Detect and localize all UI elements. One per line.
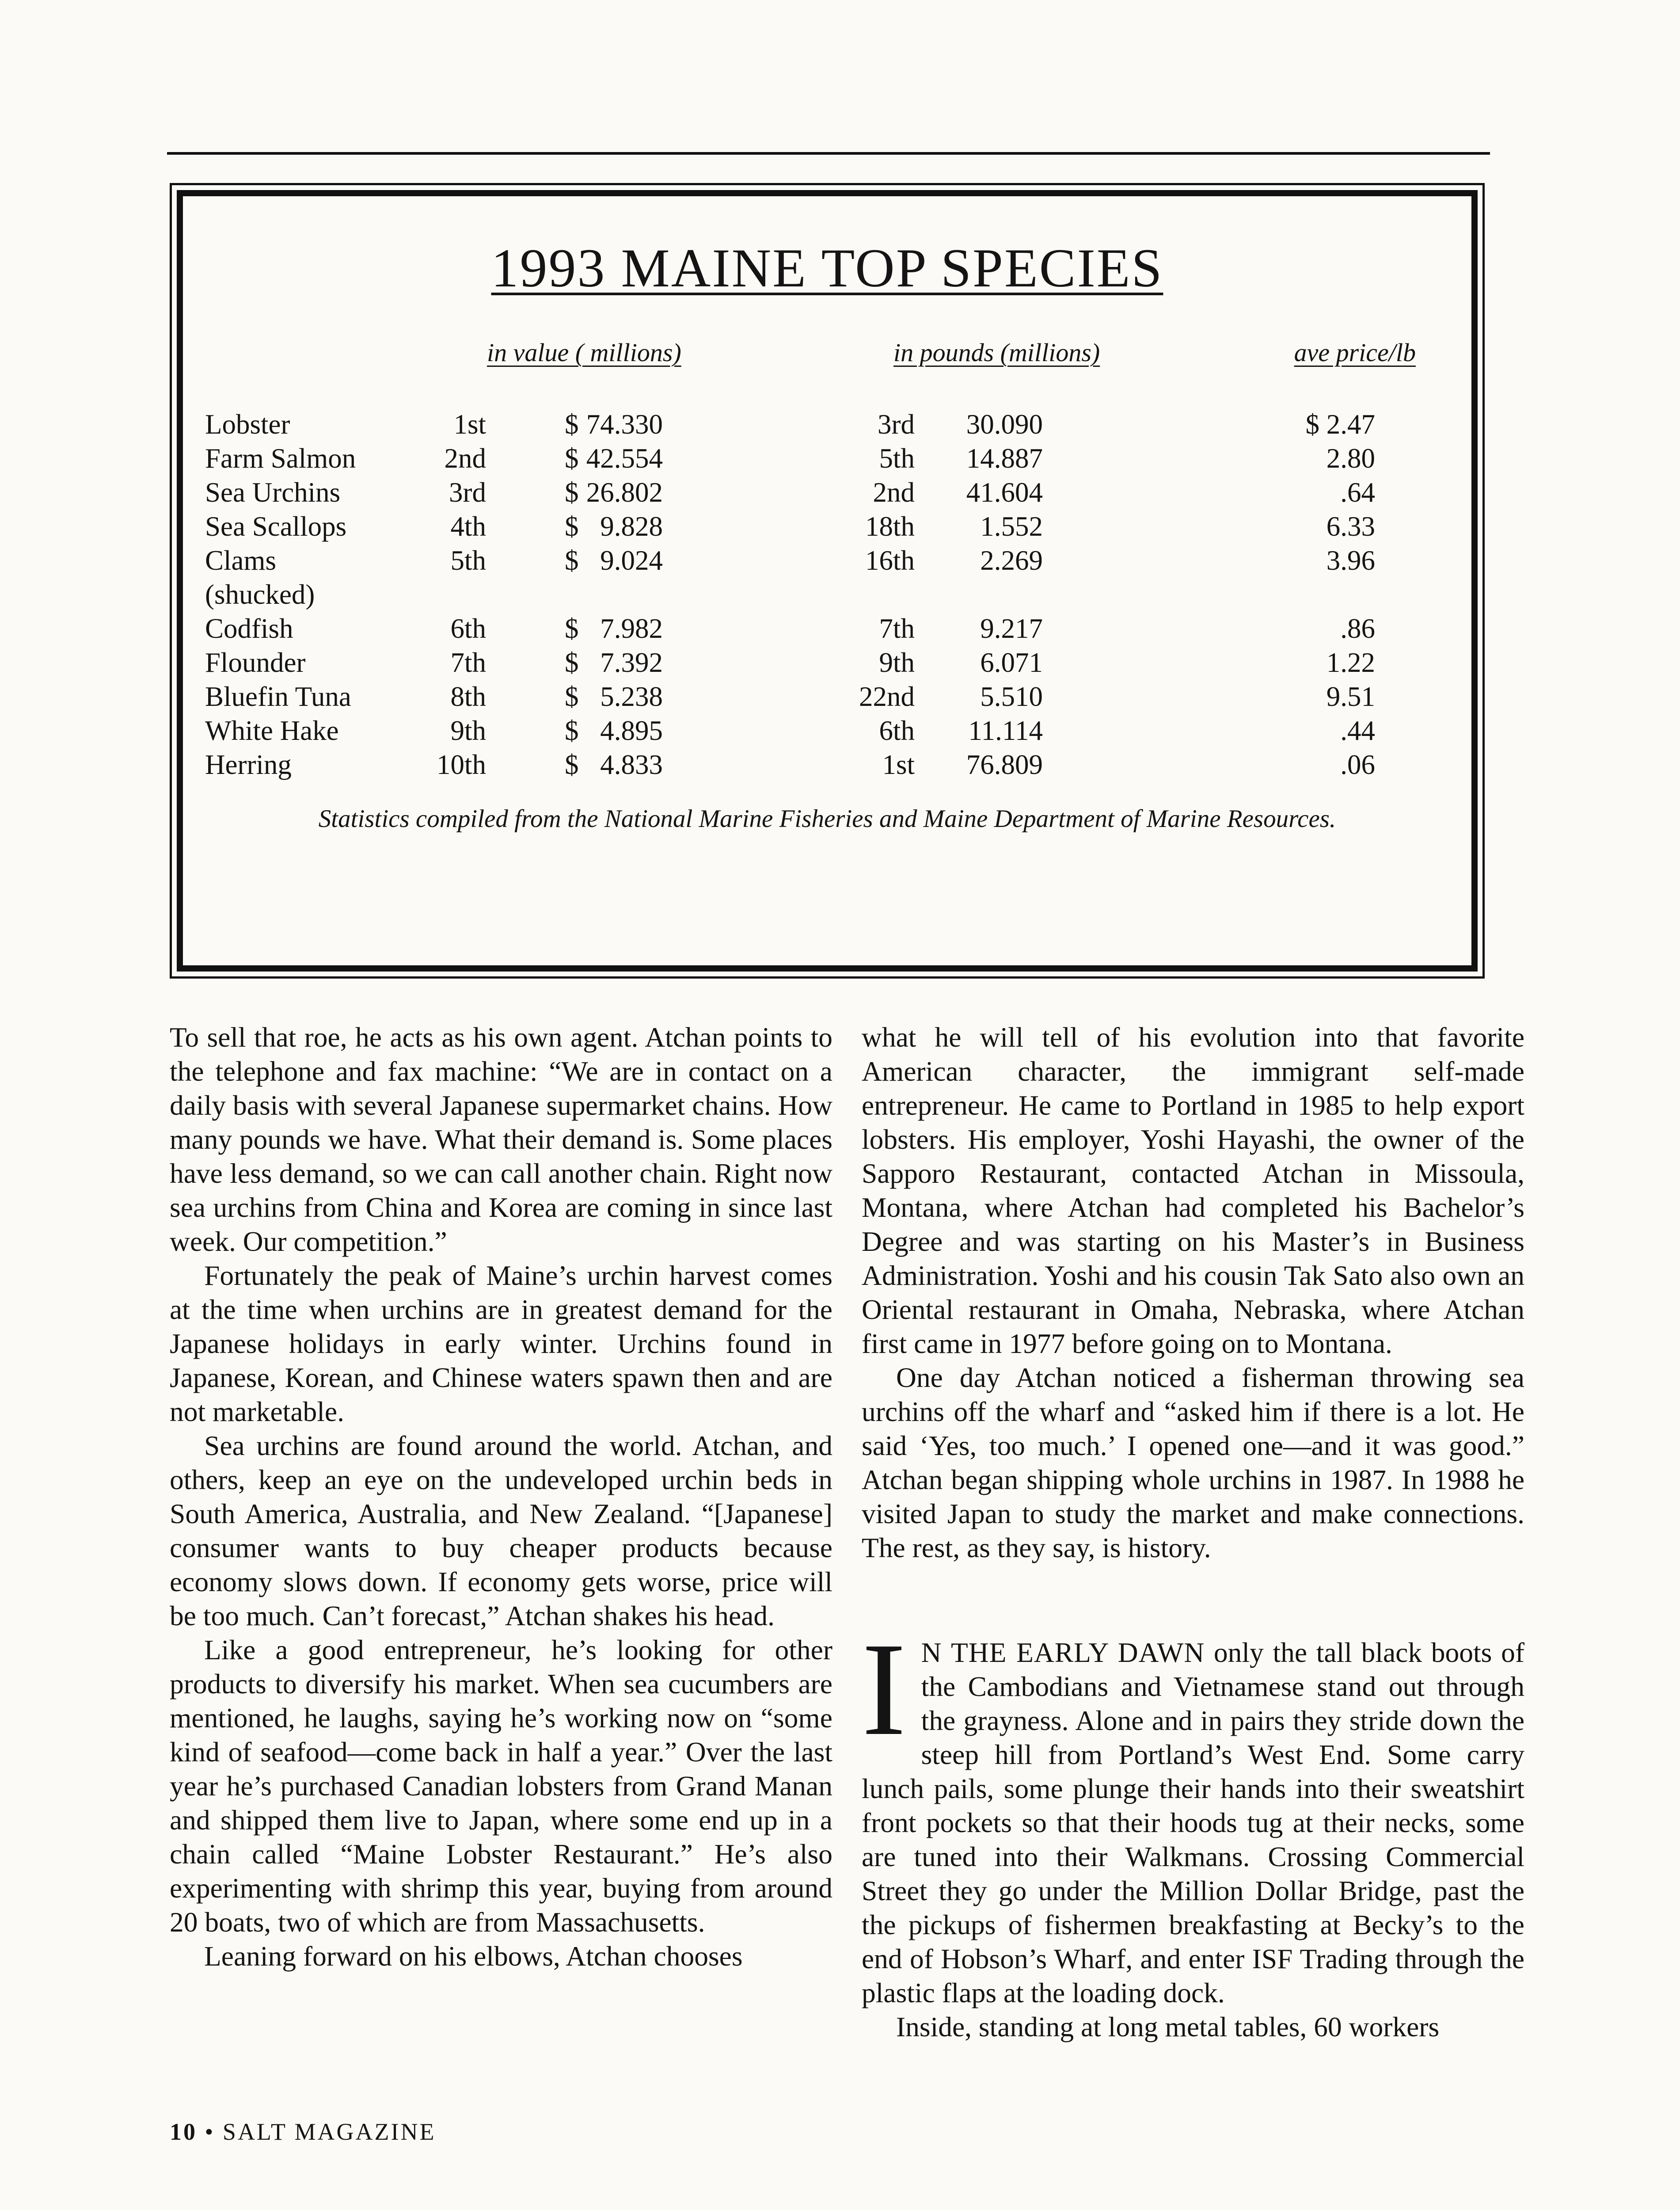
pounds-rank: 16th bbox=[865, 545, 915, 576]
table-row bbox=[183, 646, 1471, 680]
pounds-rank: 6th bbox=[879, 715, 915, 746]
column-header-pounds: in pounds (millions) bbox=[893, 338, 1100, 367]
value-rank: 4th bbox=[450, 511, 486, 542]
paragraph-text: only the tall black boots of the Cambodians and Vietnamese stand out through the grayness. Alone and in pairs they stride down the steep hill from Portland’s West End. Some carry lunch pails, some plunge their hands into their sweatshirt front pockets so that their hoods tug at their necks, some are tuned into their Walkmans. Crossing Commercial Street they go under the Million Dollar Bridge, past the the pickups of fishermen breakfasting at Becky’s to the end of Hobson’s Wharf, and enter ISF Trading through the plastic flaps at the loading dock. bbox=[862, 1637, 1524, 2008]
value-millions: 9.024 bbox=[600, 545, 663, 576]
magazine-name: SALT MAGAZINE bbox=[222, 2119, 436, 2145]
species-name: Herring bbox=[205, 749, 292, 780]
value-millions: 26.802 bbox=[586, 477, 663, 508]
average-price: .64 bbox=[1340, 477, 1375, 508]
dollar-sign: $ bbox=[565, 613, 579, 644]
value-rank: 10th bbox=[436, 749, 486, 780]
species-name: Sea Urchins bbox=[205, 477, 341, 508]
pounds-millions: 76.809 bbox=[966, 749, 1043, 780]
pounds-millions: 14.887 bbox=[966, 443, 1043, 474]
paragraph: One day Atchan noticed a fisherman throwing sea urchins off the wharf and “asked him if there is a lot. He said ‘Yes, too much.’ I opened one—and it was good.” Atchan began shipping whole urchins in 1987. In 1988 he visited Japan to study the market and make connections. The rest, as they say, is history. bbox=[862, 1362, 1524, 1563]
pounds-rank: 1st bbox=[882, 749, 915, 780]
average-price: 3.96 bbox=[1326, 545, 1375, 576]
average-price: .06 bbox=[1340, 749, 1375, 780]
pounds-millions: 5.510 bbox=[980, 681, 1043, 712]
table-row bbox=[183, 612, 1471, 646]
pounds-millions: 2.269 bbox=[980, 545, 1043, 576]
table-source-note: Statistics compiled from the National Marine Fisheries and Maine Department of Marine Resources. bbox=[318, 805, 1336, 833]
value-rank: 6th bbox=[450, 613, 486, 644]
dollar-sign: $ bbox=[565, 443, 579, 474]
paragraph: Fortunately the peak of Maine’s urchin harvest comes at the time when urchins are in greatest demand for the Japanese holidays in early winter. Urchins found in Japanese, Korean, and Chinese waters spawn then and are not marketable. bbox=[170, 1260, 832, 1427]
value-rank: 3rd bbox=[449, 477, 486, 508]
article-column-right bbox=[862, 1020, 1524, 2044]
pounds-millions: 41.604 bbox=[966, 477, 1043, 508]
dollar-sign: $ bbox=[565, 409, 579, 440]
value-millions: 42.554 bbox=[586, 443, 663, 474]
table-row bbox=[183, 714, 1471, 748]
table-row bbox=[183, 510, 1471, 544]
species-name: Flounder bbox=[205, 647, 306, 678]
article-column-left bbox=[170, 1020, 832, 1973]
table-row bbox=[183, 544, 1471, 612]
paragraph: Like a good entrepreneur, he’s looking for other products to diversify his market. When sea cucumbers are mentioned, he laughs, saying he’s working now on “some kind of seafood—come back in half a year.” Over the last year he’s purchased Canadian lobsters from Grand Manan and shipped them live to Japan, where some end up in a chain called “Maine Lobster Restaurant.” He’s also experimenting with shrimp this year, buying from around 20 boats, two of which are from Massachusetts. bbox=[170, 1634, 832, 1938]
pounds-rank: 2nd bbox=[873, 477, 915, 508]
average-price: .44 bbox=[1340, 715, 1375, 746]
value-rank: 9th bbox=[450, 715, 486, 746]
value-millions: 74.330 bbox=[586, 409, 663, 440]
paragraph: Inside, standing at long metal tables, 60 workers bbox=[896, 2011, 1440, 2042]
average-price: $ 2.47 bbox=[1305, 409, 1375, 440]
average-price: 9.51 bbox=[1326, 681, 1375, 712]
column-header-price: ave price/lb bbox=[1294, 338, 1416, 367]
value-rank: 7th bbox=[450, 647, 486, 678]
average-price: .86 bbox=[1340, 613, 1375, 644]
paragraph: Sea urchins are found around the world. Atchan, and others, keep an eye on the undeveloped urchin beds in South America, Australia, and New Zealand. “[Japanese] consumer wants to buy cheaper products because economy slows down. If economy gets worse, price will be too much. Can’t forecast,” Atchan shakes his head. bbox=[170, 1430, 832, 1631]
dollar-sign: $ bbox=[565, 681, 579, 712]
value-millions: 9.828 bbox=[600, 511, 663, 542]
pounds-rank: 7th bbox=[879, 613, 915, 644]
value-millions: 5.238 bbox=[600, 681, 663, 712]
value-rank: 5th bbox=[450, 545, 486, 576]
average-price: 6.33 bbox=[1326, 511, 1375, 542]
pounds-rank: 18th bbox=[865, 511, 915, 542]
species-name: Clams (shucked) bbox=[205, 545, 315, 610]
page-number: 10 bbox=[170, 2119, 197, 2145]
pounds-rank: 9th bbox=[879, 647, 915, 678]
lead-in: N THE EARLY DAWN bbox=[921, 1637, 1205, 1668]
paragraph: To sell that roe, he acts as his own agent. Atchan points to the telephone and fax machine: “We are in contact on a daily basis with several Japanese supermarket chains. How many pounds we have. What their demand is. Some places have less demand, so we can call another chain. Right now sea urchins from China and Korea are coming in since last week. Our competition.” bbox=[170, 1021, 832, 1257]
table-row bbox=[183, 442, 1471, 476]
table-title: 1993 MAINE TOP SPECIES bbox=[491, 238, 1163, 298]
pounds-millions: 6.071 bbox=[980, 647, 1043, 678]
species-name: Bluefin Tuna bbox=[205, 681, 351, 712]
species-name: Sea Scallops bbox=[205, 511, 347, 542]
value-millions: 4.833 bbox=[600, 749, 663, 780]
section-start bbox=[862, 1616, 1524, 2044]
page-footer bbox=[170, 2118, 436, 2145]
average-price: 1.22 bbox=[1326, 647, 1375, 678]
dollar-sign: $ bbox=[565, 749, 579, 780]
table-row bbox=[183, 408, 1471, 442]
pounds-rank: 5th bbox=[879, 443, 915, 474]
value-millions: 4.895 bbox=[600, 715, 663, 746]
table-rows bbox=[183, 408, 1471, 782]
dropcap-paragraph bbox=[862, 1616, 1524, 2010]
dollar-sign: $ bbox=[565, 545, 579, 576]
value-millions: 7.392 bbox=[600, 647, 663, 678]
drop-cap-initial: I bbox=[862, 1616, 906, 1763]
pounds-millions: 1.552 bbox=[980, 511, 1043, 542]
pounds-millions: 11.114 bbox=[968, 715, 1043, 746]
species-table-box bbox=[170, 183, 1485, 979]
pounds-millions: 30.090 bbox=[966, 409, 1043, 440]
value-rank: 2nd bbox=[444, 443, 486, 474]
species-name: Lobster bbox=[205, 409, 290, 440]
paragraph: what he will tell of his evolution into that favorite American character, the immigrant self-made entrepreneur. He came to Portland in 1985 to help export lobsters. His employer, Yoshi Hayashi, the owner of the Sapporo Restaurant, contacted Atchan in Missoula, Montana, where Atchan had completed his Bachelor’s Degree and was starting on his Master’s in Business Administration. Yoshi and his cousin Tak Sato also own an Oriental restaurant in Omaha, Nebraska, where Atchan first came in 1977 before going on to Montana. bbox=[862, 1021, 1524, 1359]
value-rank: 8th bbox=[450, 681, 486, 712]
dollar-sign: $ bbox=[565, 715, 579, 746]
value-rank: 1st bbox=[453, 409, 486, 440]
pounds-millions: 9.217 bbox=[980, 613, 1043, 644]
average-price: 2.80 bbox=[1326, 443, 1375, 474]
footer-bullet: • bbox=[205, 2119, 215, 2145]
table-row bbox=[183, 748, 1471, 782]
pounds-rank: 22nd bbox=[859, 681, 915, 712]
dollar-sign: $ bbox=[565, 647, 579, 678]
column-header-value: in value ( millions) bbox=[487, 338, 681, 367]
top-rule bbox=[167, 152, 1490, 155]
species-table-frame bbox=[177, 190, 1478, 972]
species-name: Codfish bbox=[205, 613, 293, 644]
table-row bbox=[183, 680, 1471, 714]
dollar-sign: $ bbox=[565, 511, 579, 542]
species-name: Farm Salmon bbox=[205, 443, 356, 474]
pounds-rank: 3rd bbox=[878, 409, 915, 440]
species-name: White Hake bbox=[205, 715, 339, 746]
value-millions: 7.982 bbox=[600, 613, 663, 644]
table-row bbox=[183, 476, 1471, 510]
dollar-sign: $ bbox=[565, 477, 579, 508]
paragraph: Leaning forward on his elbows, Atchan chooses bbox=[204, 1940, 743, 1972]
